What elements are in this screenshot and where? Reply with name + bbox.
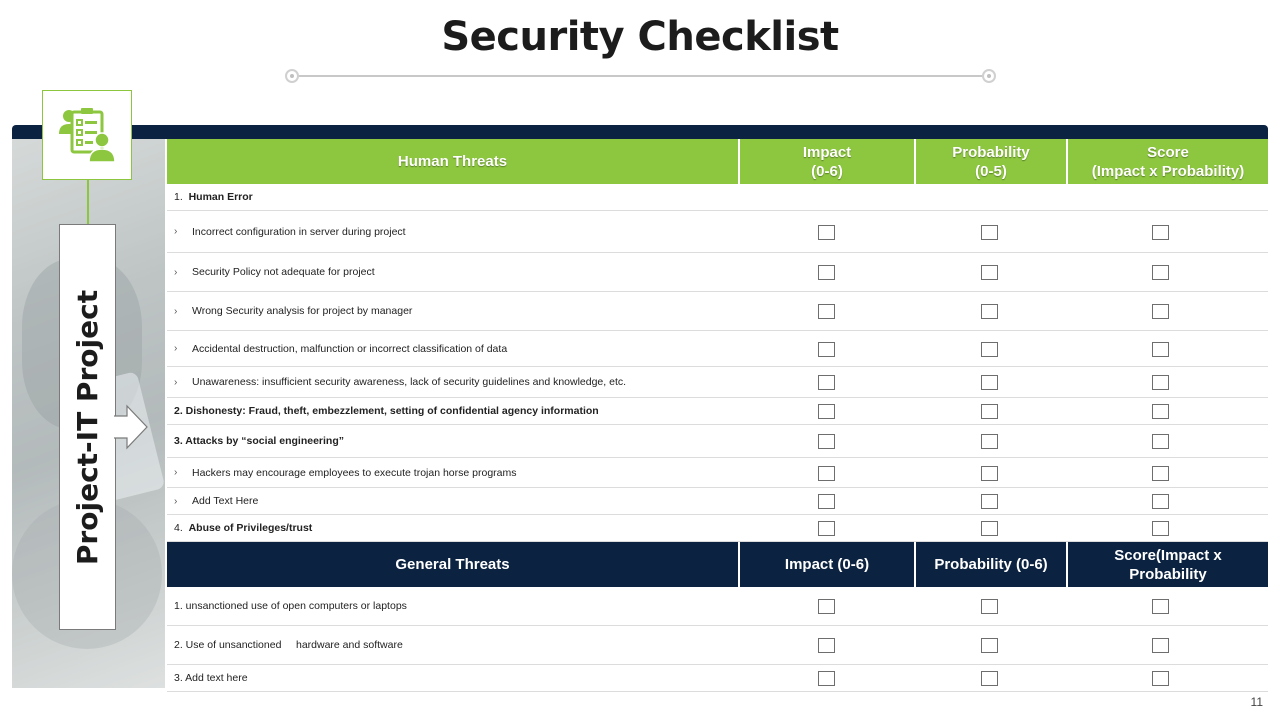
title-divider-left-dot — [285, 69, 299, 83]
chevron-right-icon: › — [174, 266, 178, 278]
row-text: 3. Add text here — [174, 672, 248, 684]
chevron-right-icon: › — [174, 343, 178, 354]
score-checkbox[interactable] — [1152, 521, 1169, 536]
row-text: Add Text Here — [192, 495, 259, 507]
row-label — [174, 398, 599, 424]
header-general-probability: Probability (0-6) — [934, 556, 1048, 573]
score-checkbox[interactable] — [1152, 466, 1169, 481]
page-number: 11 — [1250, 695, 1263, 709]
header-human-threats: Human Threats — [397, 153, 508, 170]
table-row — [167, 253, 1268, 292]
checklist-user-icon — [56, 104, 118, 166]
row-text: Security Policy not adequate for project — [192, 266, 375, 278]
table-row — [167, 398, 1268, 425]
row-label — [174, 367, 626, 397]
page-title: Security Checklist — [441, 14, 839, 60]
row-label — [174, 425, 344, 457]
probability-checkbox[interactable] — [981, 225, 998, 240]
table-top-bar — [12, 125, 1268, 139]
probability-checkbox[interactable] — [981, 638, 998, 653]
title-divider — [292, 75, 990, 77]
impact-checkbox[interactable] — [818, 342, 835, 357]
side-label: Project-IT Project — [71, 289, 105, 565]
impact-checkbox[interactable] — [818, 434, 835, 449]
checklist-icon-box — [42, 90, 132, 180]
table-row — [167, 292, 1268, 331]
probability-checkbox[interactable] — [981, 265, 998, 280]
probability-checkbox[interactable] — [981, 404, 998, 419]
impact-checkbox[interactable] — [818, 404, 835, 419]
table-row — [167, 331, 1268, 367]
probability-checkbox[interactable] — [981, 434, 998, 449]
row-label — [174, 626, 403, 664]
table-row — [167, 626, 1268, 665]
impact-checkbox[interactable] — [818, 671, 835, 686]
impact-checkbox[interactable] — [818, 265, 835, 280]
probability-checkbox[interactable] — [981, 375, 998, 390]
row-label — [174, 488, 258, 514]
score-checkbox[interactable] — [1152, 225, 1169, 240]
probability-checkbox[interactable] — [981, 521, 998, 536]
row-label — [174, 458, 517, 487]
row-label — [174, 331, 507, 366]
row-text: 2. Use of unsanctioned hardware and software — [174, 639, 403, 651]
arrow-right-icon — [113, 404, 149, 450]
score-checkbox[interactable] — [1152, 599, 1169, 614]
chevron-right-icon: › — [174, 467, 178, 478]
table-row — [167, 184, 1268, 211]
probability-checkbox[interactable] — [981, 494, 998, 509]
row-text: Incorrect configuration in server during project — [192, 225, 406, 238]
general-threats-header — [167, 542, 1268, 587]
table-row — [167, 587, 1268, 626]
row-text: Human Error — [188, 191, 253, 203]
chevron-right-icon: › — [174, 495, 178, 507]
score-checkbox[interactable] — [1152, 494, 1169, 509]
header-general-impact: Impact (0-6) — [784, 556, 870, 573]
row-text: Unawareness: insufficient security awareness, lack of security guidelines and knowledge, etc. — [192, 376, 627, 388]
row-text: 3. Attacks by “social engineering” — [174, 435, 344, 447]
row-label — [174, 211, 406, 252]
human-threats-header — [167, 139, 1268, 184]
score-checkbox[interactable] — [1152, 304, 1169, 319]
table-row — [167, 425, 1268, 458]
score-checkbox[interactable] — [1152, 265, 1169, 280]
chevron-right-icon: › — [174, 226, 178, 237]
table-row — [167, 515, 1268, 542]
row-text: Accidental destruction, malfunction or incorrect classification of data — [192, 342, 508, 355]
impact-checkbox[interactable] — [818, 521, 835, 536]
row-label — [174, 184, 253, 210]
chevron-right-icon: › — [174, 376, 178, 388]
probability-checkbox[interactable] — [981, 671, 998, 686]
impact-checkbox[interactable] — [818, 225, 835, 240]
impact-checkbox[interactable] — [818, 494, 835, 509]
header-probability: Probability (0-5) — [952, 143, 1030, 180]
score-checkbox[interactable] — [1152, 404, 1169, 419]
row-text: 1. unsanctioned use of open computers or laptops — [174, 600, 407, 612]
table-row — [167, 367, 1268, 398]
score-checkbox[interactable] — [1152, 342, 1169, 357]
impact-checkbox[interactable] — [818, 375, 835, 390]
row-text: Wrong Security analysis for project by manager — [192, 305, 413, 317]
impact-checkbox[interactable] — [818, 466, 835, 481]
score-checkbox[interactable] — [1152, 638, 1169, 653]
title-divider-right-dot — [982, 69, 996, 83]
score-checkbox[interactable] — [1152, 671, 1169, 686]
row-number: 1. — [174, 191, 189, 203]
icon-connector-line — [87, 180, 89, 224]
row-number: 4. — [174, 522, 189, 534]
chevron-right-icon: › — [174, 305, 178, 317]
probability-checkbox[interactable] — [981, 599, 998, 614]
impact-checkbox[interactable] — [818, 638, 835, 653]
row-text: 2. Dishonesty: Fraud, theft, embezzlement, setting of confidential agency information — [174, 405, 599, 417]
impact-checkbox[interactable] — [818, 599, 835, 614]
probability-checkbox[interactable] — [981, 342, 998, 357]
row-label — [174, 515, 312, 541]
score-checkbox[interactable] — [1152, 434, 1169, 449]
header-impact: Impact (0-6) — [802, 143, 852, 180]
row-text: Abuse of Privileges/trust — [188, 522, 313, 534]
header-score: Score (Impact x Probability) — [1091, 143, 1245, 180]
probability-checkbox[interactable] — [981, 304, 998, 319]
table-row — [167, 665, 1268, 692]
table-row — [167, 458, 1268, 488]
impact-checkbox[interactable] — [818, 304, 835, 319]
row-text: Hackers may encourage employees to execute trojan horse programs — [192, 466, 517, 479]
table-row — [167, 211, 1268, 253]
row-label — [174, 292, 412, 330]
table-row — [167, 488, 1268, 515]
row-label — [174, 253, 375, 291]
probability-checkbox[interactable] — [981, 466, 998, 481]
row-label — [174, 665, 248, 691]
header-general-score: Score(Impact x Probability — [1114, 546, 1222, 583]
row-label — [174, 587, 407, 625]
header-general-threats: General Threats — [395, 556, 510, 573]
score-checkbox[interactable] — [1152, 375, 1169, 390]
